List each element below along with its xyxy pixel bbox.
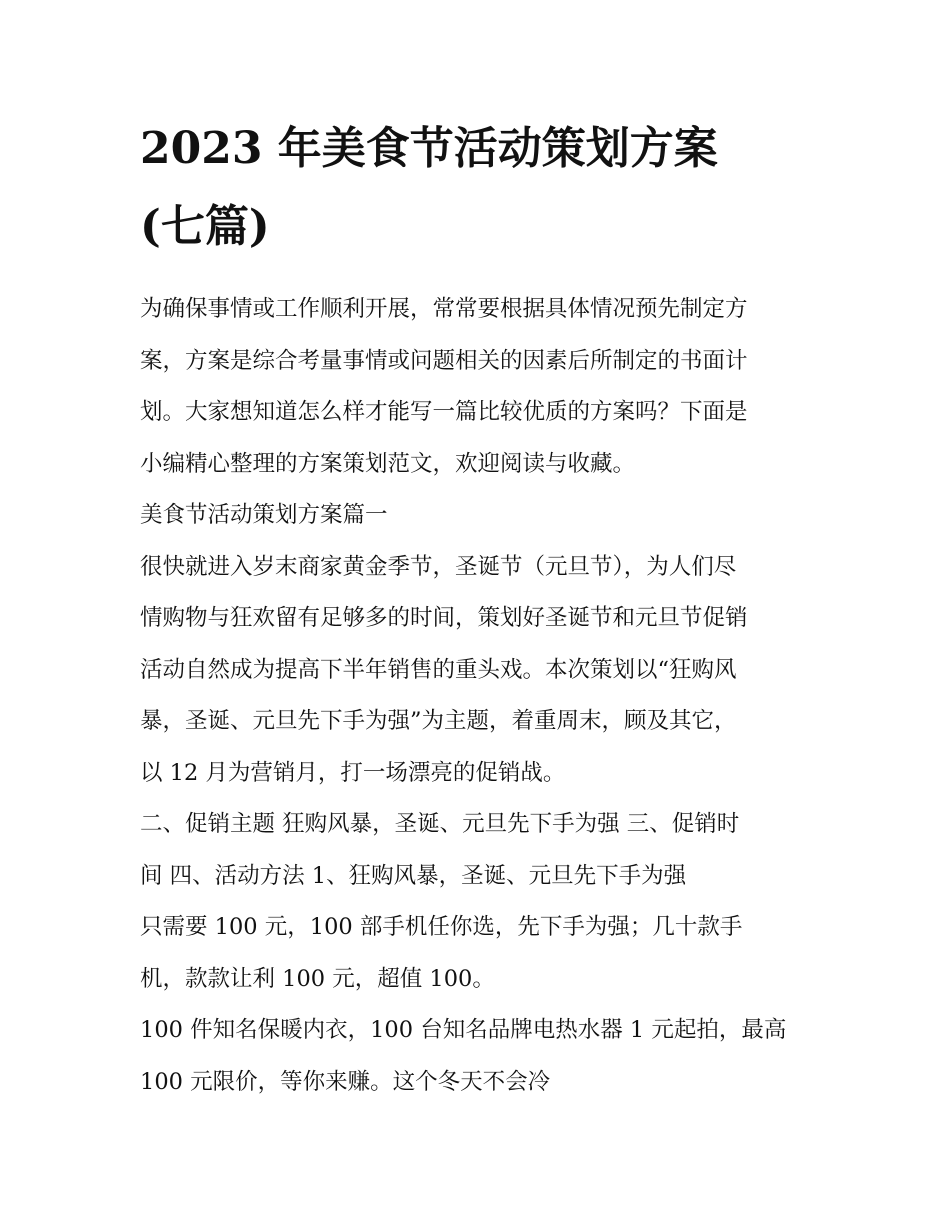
title-line: (七篇) (140, 201, 270, 252)
text-line: 案，方案是综合考量事情或问题相关的因素后所制定的书面计 (140, 347, 748, 374)
text-line: 以 12 月为营销月，打一场漂亮的促销战。 (140, 759, 566, 786)
text-line: 美食节活动策划方案篇一 (140, 502, 388, 528)
section-heading (140, 490, 820, 542)
text-line: 小编精心整理的方案策划范文，欢迎阅读与收藏。 (140, 450, 636, 477)
document-body (140, 284, 820, 1108)
body-paragraph (140, 799, 820, 902)
text-line: 很快就进入岁末商家黄金季节，圣诞节（元旦节），为人们尽 (140, 553, 737, 580)
text-line: 只需要 100 元，100 部手机任你选，先下手为强；几十款手 (140, 914, 743, 940)
text-line: 为确保事情或工作顺利开展，常常要根据具体情况预先制定方 (140, 296, 748, 322)
text-line: 100 元限价，等你来赚。这个冬天不会冷 (140, 1068, 551, 1095)
text-line: 暴，圣诞、元旦先下手为强”为主题，着重周末，顾及其它， (140, 708, 737, 734)
text-line: 机，款款让利 100 元，超值 100。 (140, 965, 495, 992)
document-title (140, 110, 820, 266)
body-paragraph (140, 902, 820, 1005)
text-line: 二、促销主题 狂购风暴，圣诞、元旦先下手为强 三、促销时 (140, 811, 740, 837)
title-line: 2023 年美食节活动策划方案 (140, 123, 718, 174)
text-line: 划。大家想知道怎么样才能写一篇比较优质的方案吗？下面是 (140, 399, 748, 425)
document-page (140, 110, 820, 1108)
text-line: 100 件知名保暖内衣，100 台知名品牌电热水器 1 元起拍，最高 (140, 1017, 787, 1043)
text-line: 间 四、活动方法 1、狂购风暴，圣诞、元旦先下手为强 (140, 862, 687, 889)
body-paragraph (140, 542, 820, 800)
body-paragraph (140, 1005, 820, 1108)
intro-paragraph (140, 284, 820, 490)
text-line: 活动自然成为提高下半年销售的重头戏。本次策划以“狂购风 (140, 656, 737, 683)
text-line: 情购物与狂欢留有足够多的时间，策划好圣诞节和元旦节促销 (140, 605, 748, 631)
